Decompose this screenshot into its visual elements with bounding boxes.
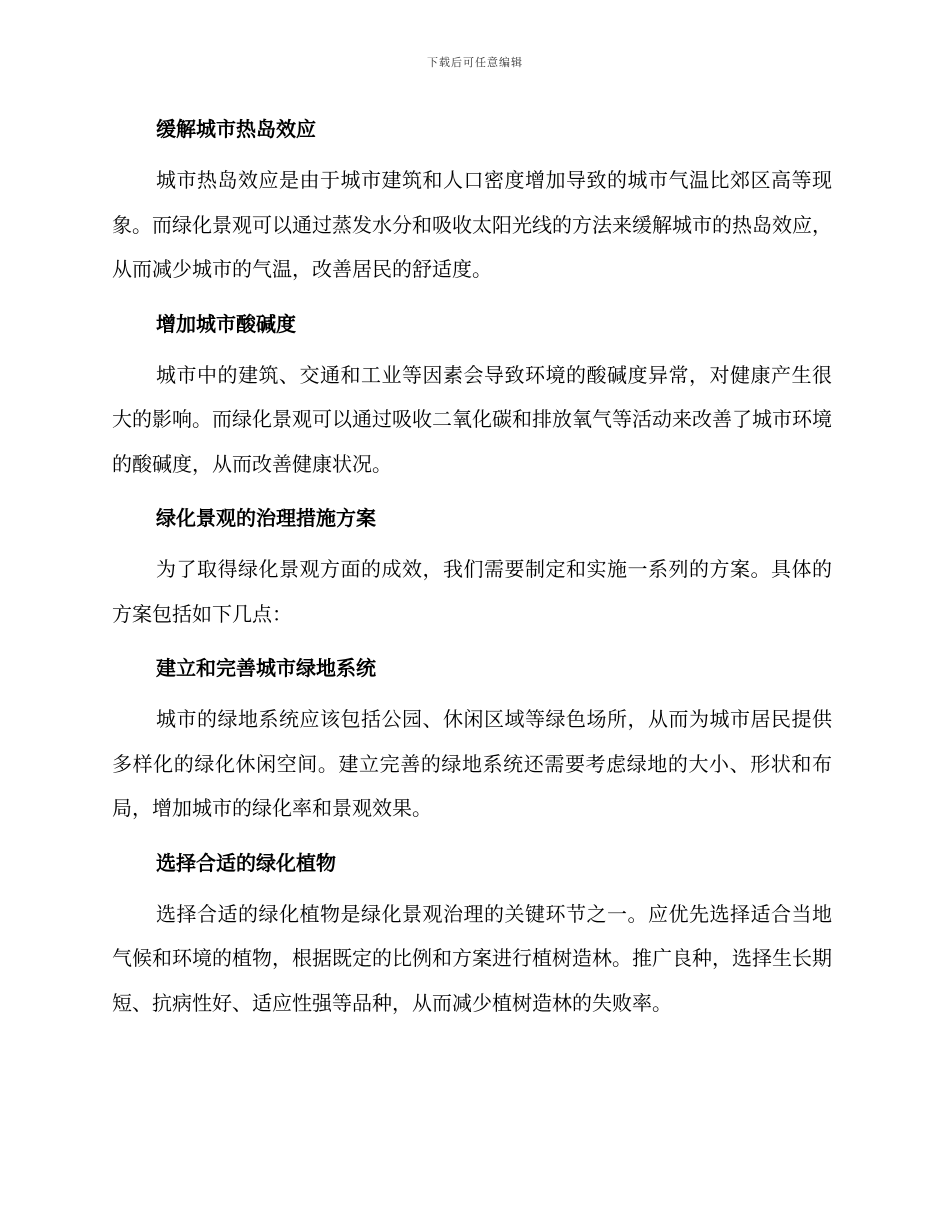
page-header-note: 下载后可任意编辑 <box>427 56 523 69</box>
section-paragraph-acidity: 城市中的建筑、交通和工业等因素会导致环境的酸碱度异常，对健康产生很大的影响。而绿化景观可以通过吸收二氧化碳和排放氧气等活动来改善了城市环境的酸碱度，从而改善健康状况。 <box>112 362 832 476</box>
section-heading-acidity: 增加城市酸碱度 <box>156 311 296 336</box>
document-body <box>112 112 832 1025</box>
section-paragraph-plant-selection: 选择合适的绿化植物是绿化景观治理的关键环节之一。应优先选择适合当地气候和环境的植物，根据既定的比例和方案进行植树造林。推广良种，选择生长期短、抗病性好、适应性强等品种，从而减少植树造林的失败率。 <box>112 901 832 1015</box>
section-heading-green-system: 建立和完善城市绿地系统 <box>156 656 376 680</box>
section-heading-measures: 绿化景观的治理措施方案 <box>156 506 376 530</box>
section-heading-plant-selection: 选择合适的绿化植物 <box>156 850 336 875</box>
section-paragraph-heat-island: 城市热岛效应是由于城市建筑和人口密度增加导致的城市气温比郊区高等现象。而绿化景观可以通过蒸发水分和吸收太阳光线的方法来缓解城市的热岛效应，从而减少城市的气温，改善居民的舒适度。 <box>112 168 832 281</box>
section-paragraph-measures: 为了取得绿化景观方面的成效，我们需要制定和实施一系列的方案。具体的方案包括如下几点： <box>112 557 832 626</box>
section-heading-heat-island: 缓解城市热岛效应 <box>156 117 316 141</box>
section-paragraph-green-system: 城市的绿地系统应该包括公园、休闲区域等绿色场所，从而为城市居民提供多样化的绿化休闲空间。建立完善的绿地系统还需要考虑绿地的大小、形状和布局，增加城市的绿化率和景观效果。 <box>112 707 832 820</box>
